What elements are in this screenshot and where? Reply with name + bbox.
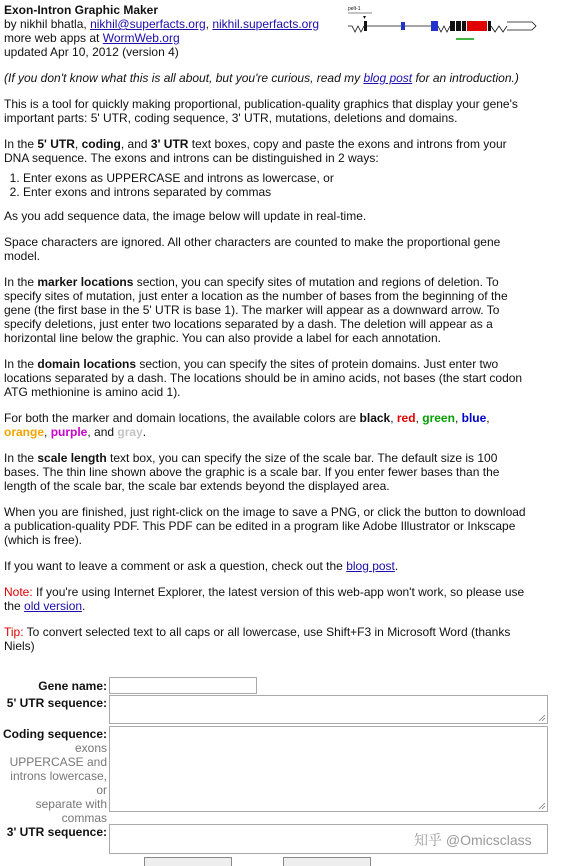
domain-paragraph: In the domain locations section, you can specify the sites of protein domains. Just enter two locations separated by a dash. The locations should be in amino acids, not bases (the start codon ATG methionine is amino acid 1). (4, 357, 523, 399)
list-item: 1. Enter exons as UPPERCASE and introns as lowercase, or (23, 171, 529, 185)
logo-gene-label: pelt-1 (348, 6, 361, 12)
email-link[interactable]: nikhil@superfacts.org (90, 17, 206, 31)
coding-textarea[interactable] (109, 726, 548, 812)
sequence-paragraph: In the 5' UTR, coding, and 3' UTR text boxes, copy and paste the exons and introns from your DNA sequence. The exons and introns can be distinguished in 2 ways: (4, 137, 507, 165)
resize-grip-icon[interactable] (538, 714, 546, 722)
header (4, 3, 319, 59)
site-link[interactable]: nikhil.superfacts.org (212, 17, 320, 31)
logo-intron-left (348, 26, 364, 32)
logo-exon-blue (401, 22, 405, 30)
watermark: 知乎 @Omicsclass (414, 832, 532, 848)
intro-paragraph: (If you don't know what this is all about, but you're curious, read my blog post for an introduction.) (4, 71, 519, 85)
form-button[interactable] (144, 857, 232, 866)
marker-paragraph: In the marker locations section, you can specify sites of mutation and regions of deletion. To specify sites of mutation, just enter a location as the number of bases from the beginning of the gene (the first base in the 5' UTR is base 1). The marker will appear as a downward arrow. To specify deletions, just enter two locations separated by a dash. The deletion will appear as a horizontal line below the graphic. You can also provide a label for each annotation. (4, 275, 508, 345)
spaces-paragraph: Space characters are ignored. All other characters are counted to make the proportional gene model. (4, 235, 501, 263)
author-line: by nikhil bhatla, nikhil@superfacts.org, nikhil.superfacts.org (4, 17, 320, 31)
note-paragraph: Note: If you're using Internet Explorer, the latest version of this web-app won't work, so please use the old version. (4, 585, 525, 613)
blog-post-link[interactable]: blog post (363, 71, 413, 85)
instructions (4, 71, 529, 665)
comment-paragraph: If you want to leave a comment or ask a question, check out the blog post. (4, 559, 399, 573)
realtime-paragraph: As you add sequence data, the image below will update in real-time. (4, 209, 367, 223)
utr5-label: 5' UTR sequence: (6, 696, 107, 710)
finish-paragraph: When you are finished, just right-click on the image to save a PNG, or click the button to download a publication-quality PDF. This PDF can be edited in a program like Adobe Illustrator or Inkscape (which is free). (4, 505, 526, 547)
logo-exon-red (467, 21, 487, 31)
updated-line: updated Apr 10, 2012 (version 4) (4, 45, 179, 59)
logo-exon-blue (431, 21, 438, 31)
blog-post-link[interactable]: blog post (346, 559, 395, 573)
wormweb-link[interactable]: WormWeb.org (102, 31, 180, 45)
logo-3utr (507, 22, 536, 30)
tip-paragraph: Tip: To convert selected text to all caps or all lowercase, use Shift+F3 in Microsoft Word (thanks Niels) (4, 625, 511, 653)
old-version-link[interactable]: old version (24, 599, 83, 613)
exon-intron-methods-list (4, 171, 529, 199)
colors-paragraph: For both the marker and domain locations, the available colors are black, red, green, blue, orange, purple, and gray. (4, 411, 490, 439)
gene-name-label: Gene name: (38, 679, 107, 693)
description-paragraph: This is a tool for quickly making proportional, publication-quality graphics that display your gene's important parts: 5' UTR, coding sequence, 3' UTR, mutations, deletions and domains. (4, 97, 518, 125)
gene-name-input[interactable] (109, 677, 257, 694)
utr3-label: 3' UTR sequence: (6, 825, 107, 839)
scale-paragraph: In the scale length text box, you can specify the size of the scale bar. The default size is 100 bases. The thin line shown above the graphic is a scale bar. If you enter fewer bases than the length of the scale bar, the scale bar extends beyond the displayed area. (4, 451, 500, 493)
resize-grip-icon[interactable] (538, 802, 546, 810)
utr5-textarea[interactable] (109, 695, 548, 724)
form-button[interactable] (283, 857, 371, 866)
gene-graphic-logo (346, 4, 540, 46)
more-apps-line: more web apps at WormWeb.org (4, 31, 180, 45)
coding-hint: exons UPPERCASE and introns lowercase, or separate with commas (9, 741, 107, 825)
coding-label: Coding sequence: (2, 727, 107, 741)
page-title: Exon-Intron Graphic Maker (4, 3, 159, 17)
logo-exon (364, 21, 367, 31)
list-item: 2. Enter exons and introns separated by commas (23, 185, 529, 199)
